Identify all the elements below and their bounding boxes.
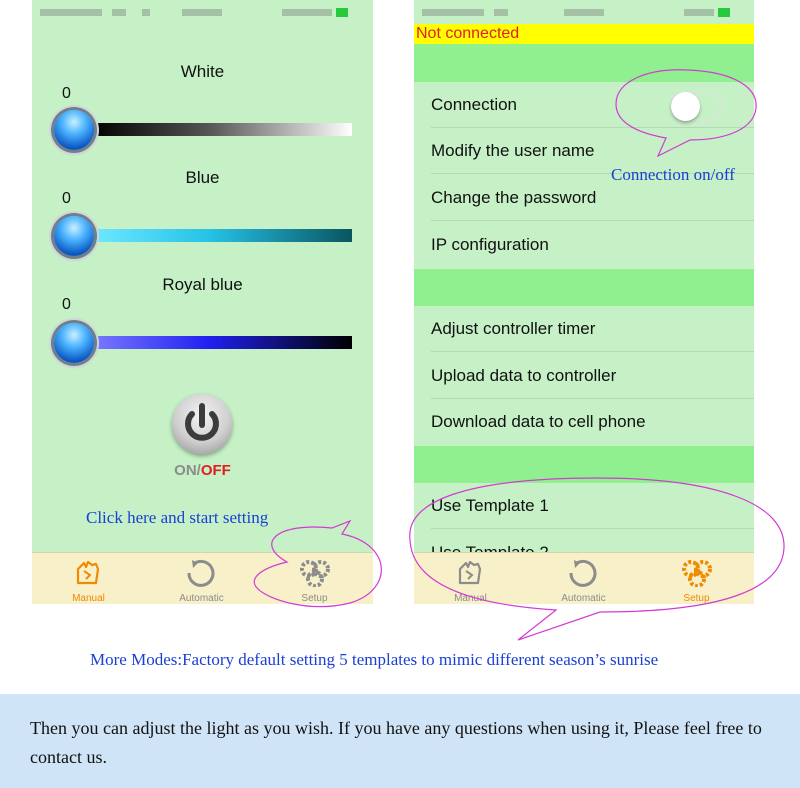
slider-value-white: 0 xyxy=(62,85,71,102)
row-label: Adjust controller timer xyxy=(431,319,596,338)
annotation-connection: Connection on/off xyxy=(611,165,735,184)
annotation-more-modes: More Modes:Factory default setting 5 templates to mimic different season’s sunrise xyxy=(90,650,659,669)
tab-manual-label: Manual xyxy=(72,593,105,604)
row-label: IP configuration xyxy=(431,235,549,254)
row-label: Modify the user name xyxy=(431,141,595,160)
row-label: Use Template 1 xyxy=(431,496,549,515)
annotation-click-setup: Click here and start setting xyxy=(86,508,269,527)
row-label: Download data to cell phone xyxy=(431,412,646,431)
bottom-note-text: Then you can adjust the light as you wish. If you have any questions when using it, Please feel free to contact us. xyxy=(30,718,762,767)
row-label: Connection xyxy=(431,95,518,114)
tab-setup-label: Setup xyxy=(301,593,328,604)
connection-status-banner: Not connected xyxy=(414,24,754,44)
on-label: ON xyxy=(174,462,197,479)
slider-label-blue: Blue xyxy=(185,168,220,187)
setup-callout-bubble xyxy=(254,521,381,607)
tab-setup-label: Setup xyxy=(683,593,710,604)
slider-value-royal-blue: 0 xyxy=(62,296,71,313)
off-label: OFF xyxy=(200,462,231,479)
slider-label-royal-blue: Royal blue xyxy=(162,275,243,294)
connection-callout-bubble xyxy=(616,70,756,156)
bottom-note-bar xyxy=(0,694,800,788)
slash-label: / xyxy=(196,462,201,479)
tab-manual-label: Manual xyxy=(454,593,487,604)
slider-label-white: White xyxy=(180,62,225,81)
templates-callout-bubble xyxy=(410,478,784,640)
row-label: Upload data to controller xyxy=(431,366,617,385)
row-label: Change the password xyxy=(431,188,597,207)
tab-automatic-label: Automatic xyxy=(179,593,224,604)
slider-value-blue: 0 xyxy=(62,190,71,207)
tab-automatic-label: Automatic xyxy=(561,593,606,604)
